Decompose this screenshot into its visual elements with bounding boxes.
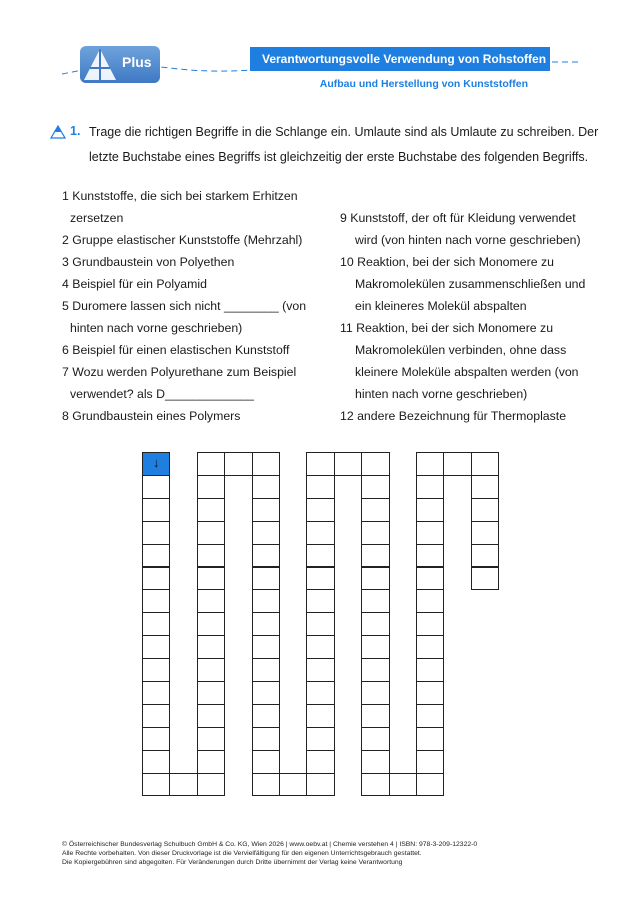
- snake-cell[interactable]: [252, 544, 280, 568]
- title-bar: [250, 47, 550, 71]
- snake-cell[interactable]: [197, 635, 225, 659]
- snake-cell[interactable]: [197, 727, 225, 751]
- snake-cell[interactable]: [443, 452, 471, 476]
- snake-cell[interactable]: [361, 635, 389, 659]
- snake-cell[interactable]: [197, 658, 225, 682]
- snake-cell[interactable]: [252, 681, 280, 705]
- snake-cell[interactable]: [306, 681, 334, 705]
- clue-line: 4 Beispiel für ein Polyamid: [62, 277, 207, 291]
- snake-cell[interactable]: [142, 521, 170, 545]
- clue-line: hinten nach vorne geschrieben): [70, 321, 243, 335]
- task-number: 1.: [70, 124, 81, 138]
- snake-cell[interactable]: [142, 727, 170, 751]
- snake-cell[interactable]: [279, 773, 307, 797]
- snake-cell[interactable]: [197, 498, 225, 522]
- snake-cell[interactable]: [306, 704, 334, 728]
- snake-cell[interactable]: [471, 567, 499, 591]
- clue-line: 11 Reaktion, bei der sich Monomere zu: [340, 321, 554, 335]
- clue-line: 10 Reaktion, bei der sich Monomere zu: [340, 255, 554, 269]
- snake-cell[interactable]: [197, 750, 225, 774]
- clue-line: 6 Beispiel für einen elastischen Kunststoff: [62, 343, 290, 357]
- snake-cell[interactable]: [306, 589, 334, 613]
- snake-cell[interactable]: [142, 612, 170, 636]
- snake-cell[interactable]: [197, 452, 225, 476]
- snake-cell[interactable]: [416, 589, 444, 613]
- snake-cell[interactable]: [252, 727, 280, 751]
- snake-cell[interactable]: [142, 544, 170, 568]
- clue-line: 7 Wozu werden Polyurethane zum Beispiel: [62, 365, 297, 379]
- snake-cell[interactable]: [306, 498, 334, 522]
- snake-cell[interactable]: [361, 521, 389, 545]
- snake-cell[interactable]: [142, 635, 170, 659]
- page-title: Verantwortungsvolle Verwendung von Rohstoffen: [262, 52, 547, 66]
- snake-cell[interactable]: [169, 773, 197, 797]
- snake-cell[interactable]: [306, 521, 334, 545]
- snake-cell[interactable]: [416, 498, 444, 522]
- footer-line: © Österreichischer Bundesverlag Schulbuch GmbH & Co. KG, Wien 2026 | www.oebv.at | Chemie verstehen 4 | ISBN: 978-3-209-12322-0: [62, 841, 478, 848]
- snake-cell[interactable]: [197, 589, 225, 613]
- snake-cell[interactable]: [197, 521, 225, 545]
- task-instruction-line-1: Trage die richtigen Begriffe in die Schlange ein. Umlaute sind als Umlaute zu schreiben. Der: [89, 125, 599, 139]
- snake-cell[interactable]: [252, 452, 280, 476]
- snake-cell[interactable]: [471, 544, 499, 568]
- clue-line: 12 andere Bezeichnung für Thermoplaste: [340, 409, 567, 423]
- clue-line: Makromolekülen zusammenschließen und: [355, 277, 586, 291]
- snake-cell[interactable]: [416, 521, 444, 545]
- clue-line: 2 Gruppe elastischer Kunststoffe (Mehrzahl): [62, 233, 303, 247]
- snake-cell[interactable]: [252, 658, 280, 682]
- arrow-down-icon: ↓: [152, 455, 160, 470]
- task-instruction-line-2: letzte Buchstabe eines Begriffs ist gleichzeitig der erste Buchstabe des folgenden Begriffs.: [89, 150, 589, 164]
- snake-cell[interactable]: [361, 475, 389, 499]
- snake-cell[interactable]: [471, 475, 499, 499]
- snake-cell[interactable]: [197, 681, 225, 705]
- snake-cell[interactable]: [252, 612, 280, 636]
- snake-cell[interactable]: [416, 452, 444, 476]
- snake-cell[interactable]: [416, 773, 444, 797]
- snake-cell[interactable]: [416, 635, 444, 659]
- snake-cell[interactable]: [306, 658, 334, 682]
- clue-line: 3 Grundbaustein von Polyethen: [62, 255, 235, 269]
- snake-cell[interactable]: [416, 681, 444, 705]
- snake-start-cell[interactable]: [142, 452, 170, 476]
- page-subtitle: Aufbau und Herstellung von Kunststoffen: [319, 78, 528, 90]
- snake-cell[interactable]: [306, 727, 334, 751]
- snake-cell[interactable]: [252, 773, 280, 797]
- snake-cell[interactable]: [334, 452, 362, 476]
- snake-cell[interactable]: [142, 658, 170, 682]
- plus-logo: [80, 46, 160, 83]
- snake-cell[interactable]: [361, 544, 389, 568]
- snake-cell[interactable]: [471, 452, 499, 476]
- snake-cell[interactable]: [197, 544, 225, 568]
- snake-cell[interactable]: [252, 498, 280, 522]
- snake-cell[interactable]: [416, 567, 444, 591]
- difficulty-triangle-icon: [50, 125, 66, 139]
- snake-cell[interactable]: [252, 750, 280, 774]
- snake-cell[interactable]: [197, 704, 225, 728]
- footer-line: Alle Rechte vorbehalten. Von dieser Druckvorlage ist die Vervielfältigung für den eigenen Unterrichtsgebrauch gestattet.: [62, 850, 422, 857]
- snake-cell[interactable]: [142, 567, 170, 591]
- snake-cell[interactable]: [361, 704, 389, 728]
- snake-cell[interactable]: [252, 567, 280, 591]
- clue-line: kleinere Moleküle abspalten werden (von: [355, 365, 579, 379]
- snake-cell[interactable]: [416, 727, 444, 751]
- snake-cell[interactable]: [306, 475, 334, 499]
- snake-cell[interactable]: [306, 635, 334, 659]
- logo-text: Plus: [122, 54, 152, 70]
- snake-cell[interactable]: [142, 773, 170, 797]
- snake-cell[interactable]: [306, 750, 334, 774]
- snake-cell[interactable]: [252, 589, 280, 613]
- clue-line: 5 Duromere lassen sich nicht ________ (von: [62, 299, 307, 313]
- snake-cell[interactable]: [361, 589, 389, 613]
- snake-cell[interactable]: [197, 567, 225, 591]
- snake-cell[interactable]: [142, 475, 170, 499]
- snake-cell[interactable]: [361, 612, 389, 636]
- clue-line: ein kleineres Molekül abspalten: [355, 299, 527, 313]
- clue-line: hinten nach vorne geschrieben): [355, 387, 528, 401]
- snake-cell[interactable]: [142, 704, 170, 728]
- snake-cell[interactable]: [306, 773, 334, 797]
- clue-line: 1 Kunststoffe, die sich bei starkem Erhitzen: [62, 189, 298, 203]
- snake-cell[interactable]: [197, 773, 225, 797]
- snake-cell[interactable]: [361, 452, 389, 476]
- snake-cell[interactable]: [416, 544, 444, 568]
- snake-cell[interactable]: [416, 612, 444, 636]
- snake-cell[interactable]: [471, 521, 499, 545]
- snake-cell[interactable]: [306, 544, 334, 568]
- snake-cell[interactable]: [252, 521, 280, 545]
- snake-cell[interactable]: [361, 773, 389, 797]
- triangle-logo-icon: [80, 46, 120, 83]
- snake-cell[interactable]: [197, 475, 225, 499]
- snake-cell[interactable]: [252, 475, 280, 499]
- clue-line: 8 Grundbaustein eines Polymers: [62, 409, 241, 423]
- snake-cell[interactable]: [306, 612, 334, 636]
- snake-cell[interactable]: [142, 750, 170, 774]
- snake-cell[interactable]: [361, 681, 389, 705]
- snake-cell[interactable]: [361, 727, 389, 751]
- snake-cell[interactable]: [416, 475, 444, 499]
- clue-line: zersetzen: [70, 211, 124, 225]
- snake-cell[interactable]: [252, 704, 280, 728]
- snake-cell[interactable]: [416, 750, 444, 774]
- footer: [62, 840, 477, 867]
- snake-cell[interactable]: [142, 498, 170, 522]
- clue-line: verwendet? als D_____________: [70, 387, 254, 401]
- snake-cell[interactable]: [416, 704, 444, 728]
- snake-cell[interactable]: [306, 452, 334, 476]
- clue-line: Makromolekülen verbinden, ohne dass: [355, 343, 567, 357]
- snake-cell[interactable]: [471, 498, 499, 522]
- snake-cell[interactable]: [142, 589, 170, 613]
- snake-cell[interactable]: [416, 658, 444, 682]
- footer-line: Die Kopiergebühren sind abgegolten. Für Veränderungen durch Dritte übernimmt der Verlag keine Verantwortung: [62, 859, 403, 866]
- snake-cell[interactable]: [252, 635, 280, 659]
- snake-cell[interactable]: [361, 750, 389, 774]
- snake-cell[interactable]: [361, 567, 389, 591]
- snake-cell[interactable]: [389, 773, 417, 797]
- snake-cell[interactable]: [142, 681, 170, 705]
- clue-line: 9 Kunststoff, der oft für Kleidung verwendet: [340, 211, 576, 225]
- snake-cell[interactable]: [197, 612, 225, 636]
- snake-cell[interactable]: [306, 567, 334, 591]
- clue-line: wird (von hinten nach vorne geschrieben): [355, 233, 581, 247]
- snake-cell[interactable]: [224, 452, 252, 476]
- snake-cell[interactable]: [361, 498, 389, 522]
- snake-cell[interactable]: [361, 658, 389, 682]
